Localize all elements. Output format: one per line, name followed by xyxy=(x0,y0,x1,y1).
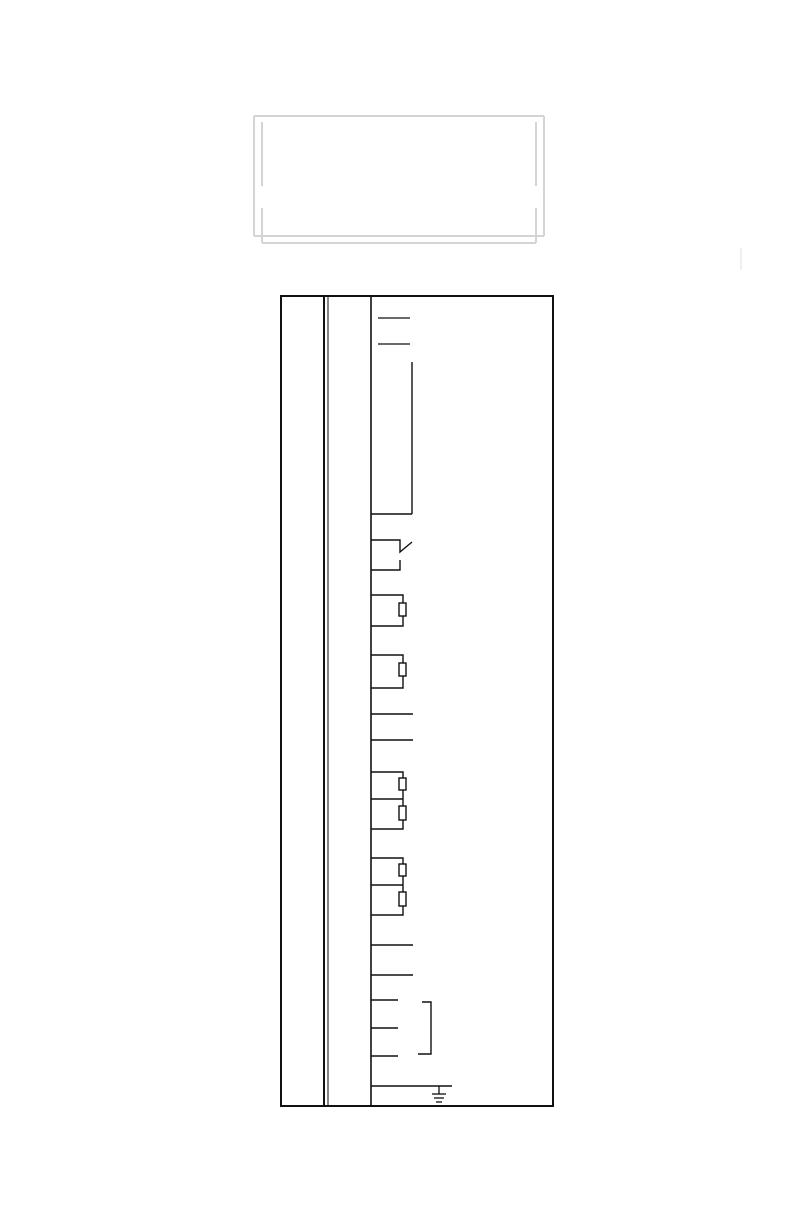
sensor-group-1 xyxy=(371,772,406,829)
ground-icon xyxy=(432,1086,446,1102)
status-contacts xyxy=(371,362,412,514)
power-input-section xyxy=(378,318,410,344)
hv-sensor-wiring xyxy=(371,1000,431,1056)
sensor-group-2 xyxy=(371,858,406,915)
terminal-block-frame xyxy=(281,296,553,1106)
spare-23-24-lines xyxy=(371,945,413,975)
heater2-element xyxy=(371,655,406,688)
heater1-element xyxy=(371,595,406,626)
lock-output-contact xyxy=(371,540,412,570)
breaker-open-line xyxy=(371,714,413,740)
